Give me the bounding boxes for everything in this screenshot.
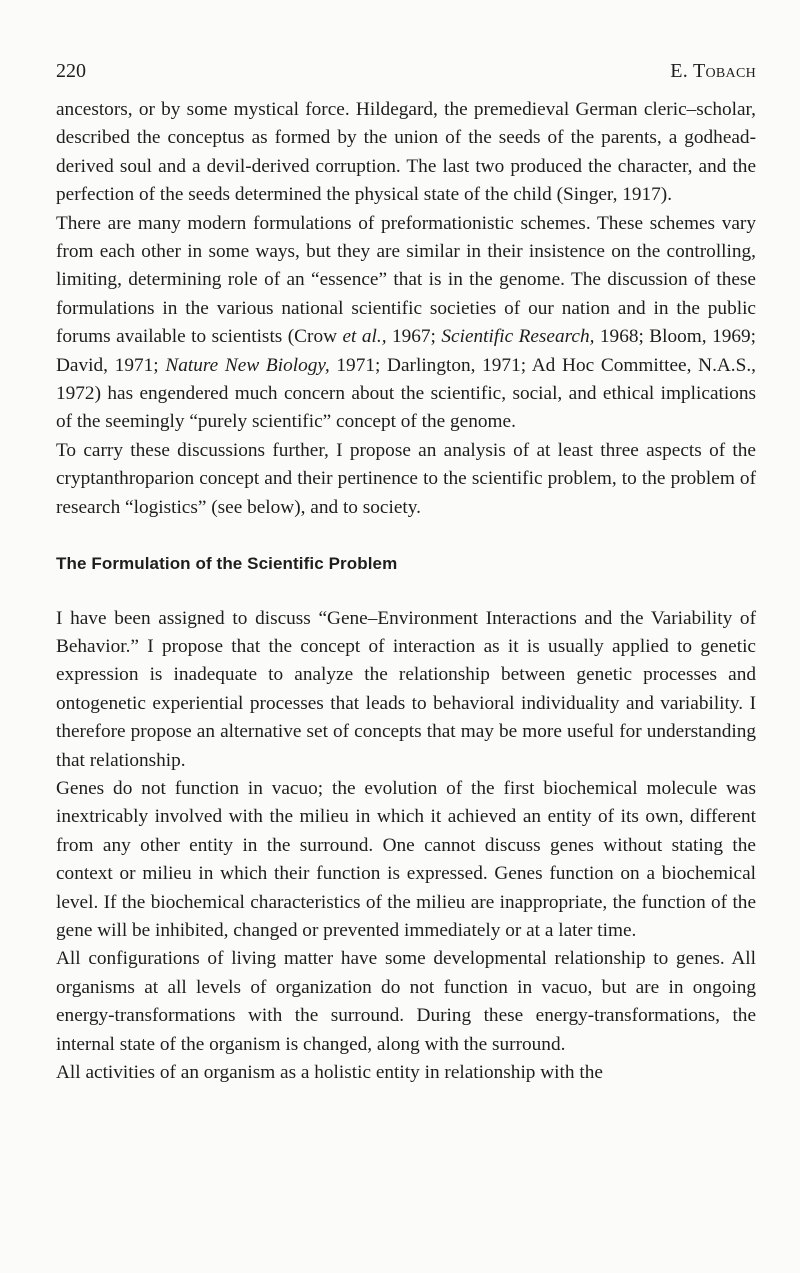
paragraph-proposal: To carry these discussions further, I propose an analysis of at least three aspects of the cryptanthroparion concept and their pertinence to the scientific problem, to the problem of research “logistics” (see below), and to society. (56, 439, 756, 518)
citation-italic: Scientific Research, (441, 326, 595, 348)
citation-italic: et al., (342, 326, 387, 348)
text-run: There are many modern formulations of preformationistic schemes. These schemes vary from each other in some ways, but they are similar in their insistence on the controlling, limiting, determining role of an “essence” that is in the genome. The discussion of these formulations in the various national scientific societies of our nation and in the public forums available to scientists (Crow (56, 212, 756, 348)
paragraph-preformationism (56, 210, 756, 437)
paragraph-genes-milieu: Genes do not function in vacuo; the evolution of the first biochemical molecule was inextricably involved with the milieu in which it achieved an entity of its own, different from any other entity in the surround. One cannot discuss genes without stating the context or milieu in which their function is expressed. Genes function on a biochemical level. If the biochemical characteristics of the milieu are inappropriate, the function of the gene will be inhibited, changed or prevented immediately or at a later time. (56, 777, 756, 941)
paragraph-assignment: I have been assigned to discuss “Gene–Environment Interactions and the Variability of Behavior.” I propose that the concept of interaction as it is usually applied to genetic expression is inadequate to analyze the relationship between genetic processes and ontogenetic experiential processes that leads to behavioral individuality and variability. I therefore propose an alternative set of concepts that may be more useful for understanding that relationship. (56, 607, 756, 771)
body-text (56, 96, 756, 1087)
paragraph-configurations: All configurations of living matter have some developmental relationship to genes. All organisms at all levels of organization do not function in vacuo, but are in ongoing energy-transformations with the surround. During these energy-transformations, the internal state of the organism is changed, along with the surround. (56, 948, 756, 1055)
text-run: 1971; Darlington, 1971; Ad Hoc Committee, N.A.S., 1972) has engendered much concern about the scientific, social, and ethical implications of the seemingly “purely scientific” concept of the genome. (56, 354, 756, 433)
book-page (56, 60, 756, 1087)
paragraph-activities: All activities of an organism as a holistic entity in relationship with the (56, 1062, 603, 1083)
text-run: 1968; Bloom, 1969; David, 1971; (56, 326, 757, 376)
text-run: 1967; (386, 326, 442, 348)
citation-italic: Nature New Biology, (165, 354, 330, 376)
section-heading: The Formulation of the Scientific Problem (56, 554, 398, 574)
running-author: E. Tobach (670, 60, 756, 82)
page-number: 220 (56, 60, 86, 82)
running-head (56, 60, 756, 86)
paragraph-continuation: ancestors, or by some mystical force. Hildegard, the premedieval German cleric–scholar, described the conceptus as formed by the union of the seeds of the parents, a godhead-derived soul and a devil-derived corruption. The last two produced the character, and the perfection of the seeds determined the physical state of the child (Singer, 1917). (56, 99, 756, 206)
